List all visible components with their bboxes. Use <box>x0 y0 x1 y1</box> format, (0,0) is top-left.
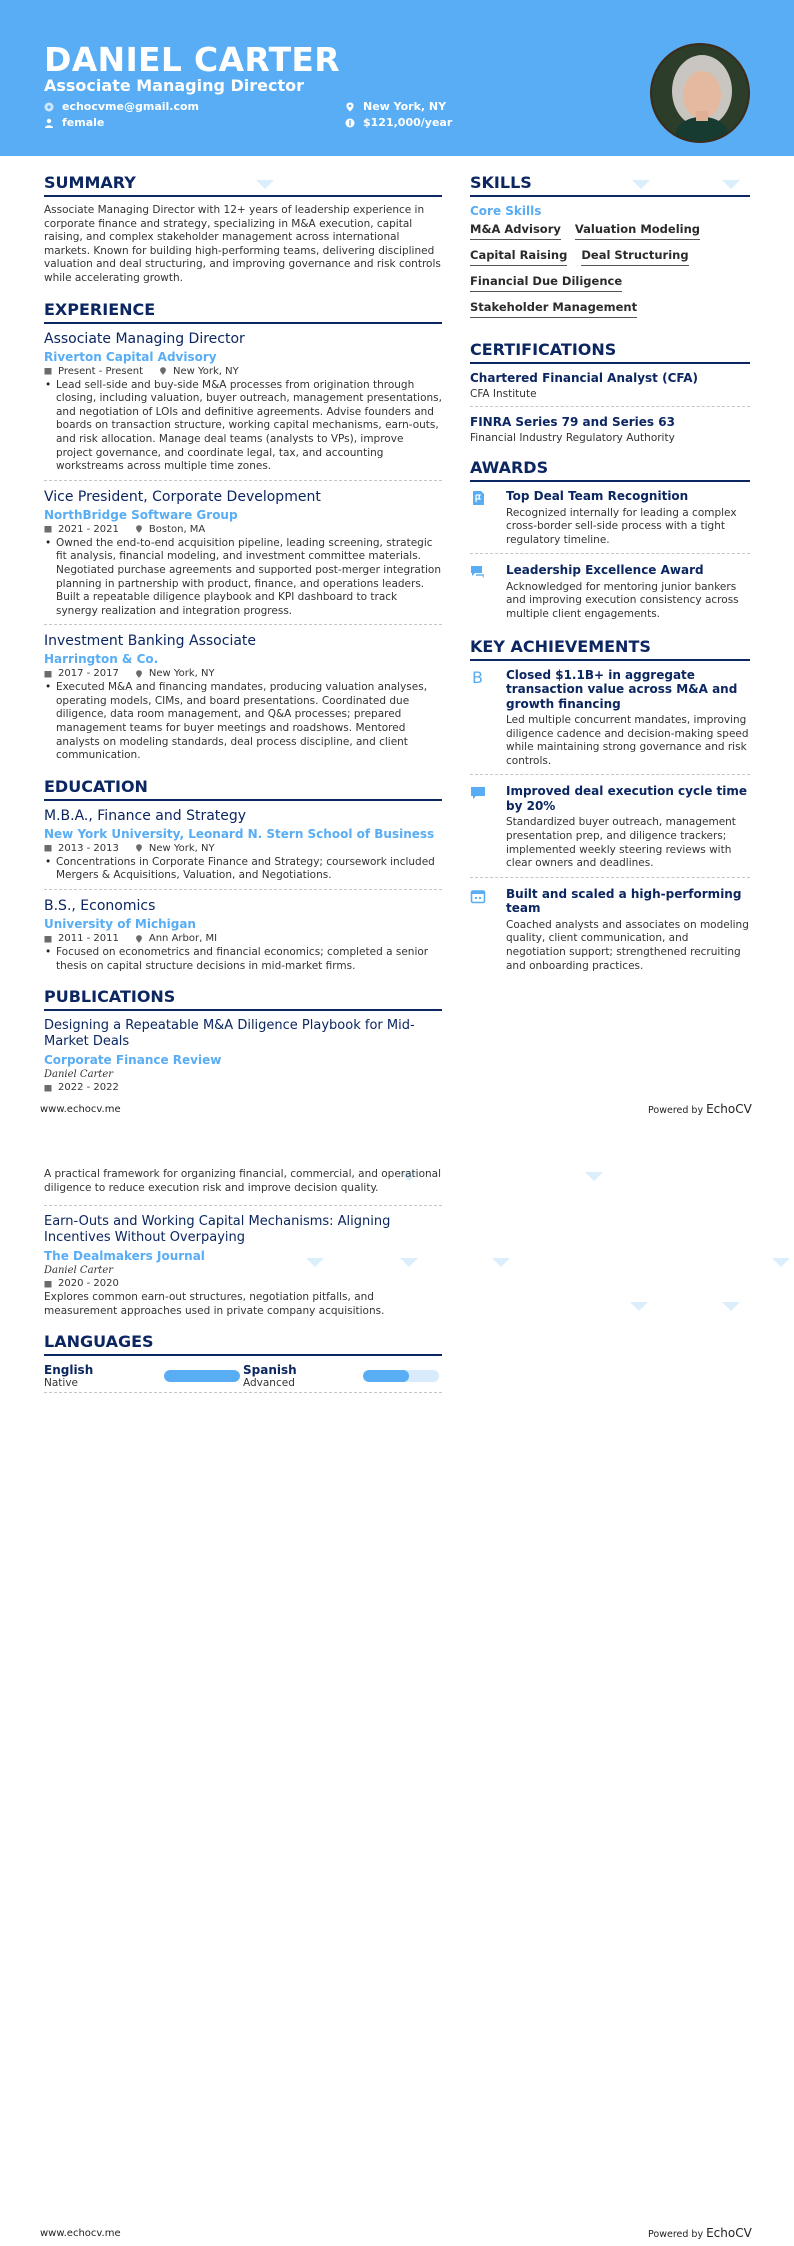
powered-text: Powered by <box>648 1105 704 1116</box>
profile-photo <box>650 43 750 143</box>
achievement-item <box>470 784 750 877</box>
award-title: Leadership Excellence Award <box>506 563 704 578</box>
education-item <box>44 898 442 979</box>
journal-name: The Dealmakers Journal <box>44 1249 205 1264</box>
footer-website-page2[interactable]: www.echocv.me <box>40 2228 121 2239</box>
job-dates: Present - Present <box>58 365 144 377</box>
education-item <box>44 808 442 890</box>
job-bullet: • Executed M&A and financing mandates, producing valuation analyses, operating models, CIMs, and board presentations. Coordinated due diligence, data room management, and Q&A processes; prepared management teams for buyer meetings and roadshows. Mentored analysts on modeling standards, deal process discipline, and client communication. <box>44 681 442 763</box>
left-column <box>44 173 442 1095</box>
achievements-section <box>470 637 750 980</box>
job-bullet: • Lead sell-side and buy-side M&A processes from origination through closing, including valuation, buyer outreach, management presentations, and negotiation of LOIs and definitive agreements. Advise founders and boards on transaction structure, working capital mechanisms, earn-outs, and risk allocation. Manage deal teams (analysts to VPs), improve project governance, and coordinate legal, tax, and accounting workstreams across multiple time zones. <box>44 379 442 474</box>
money-icon <box>345 118 355 128</box>
skill-tag: Stakeholder Management <box>470 300 637 318</box>
publication-author: Daniel Carter <box>44 1265 114 1277</box>
skills-section <box>470 173 750 326</box>
languages-heading: LANGUAGES <box>44 1332 442 1356</box>
deco-triangle <box>772 1258 790 1267</box>
summary-text: Associate Managing Director with 12+ years of leadership experience in corporate finance and strategy, specializing in M&A execution, capital raising, and complex stakeholder management across international markets. Known for building high-performing teams, delivering disciplined valuation and deal structuring, and improving governance and risk controls while accelerating growth. <box>44 204 441 284</box>
bold-b-icon <box>470 669 486 685</box>
job-meta <box>44 366 442 377</box>
certification-issuer: CFA Institute <box>470 388 537 400</box>
publication-item <box>44 1214 442 1324</box>
skill-tag: Valuation Modeling <box>575 222 700 240</box>
language-bar-fill <box>363 1370 409 1382</box>
skills-heading: SKILLS <box>470 173 750 197</box>
skill-tag: Capital Raising <box>470 248 567 266</box>
languages-list <box>44 1363 442 1393</box>
svg-text:B: B <box>472 668 483 685</box>
school-name: New York University, Leonard N. Stern School of Business <box>44 826 435 841</box>
award-text: Acknowledged for mentoring junior bankers and improving execution consistency across multiple client engagements. <box>506 580 739 620</box>
experience-item <box>44 633 442 769</box>
gender-info <box>44 116 104 129</box>
left-column-page2 <box>44 1168 442 1393</box>
right-column <box>470 173 750 988</box>
education-location: New York, NY <box>148 842 215 854</box>
education-meta <box>44 933 442 944</box>
portrait-illustration <box>652 45 750 143</box>
job-title: Vice President, Corporate Development <box>44 488 321 505</box>
deco-triangle <box>722 1302 740 1311</box>
footer-website[interactable]: www.echocv.me <box>40 1104 121 1115</box>
job-bullet: • Owned the end-to-end acquisition pipeline, leading screening, strategic fit analysis, financial modeling, and investment committee materials. Negotiated purchase agreements and supported post-merger integration planning in partnership with product, finance, and operations leaders. Built a repeatable diligence playbook and KPI dashboard to track synergy realization and integration progress. <box>44 537 442 619</box>
speech-bubble-icon <box>470 785 486 801</box>
achievement-text: Led multiple concurrent mandates, improving diligence cadence and decision-making speed while maintaining strong governance and risk controls. <box>506 714 749 767</box>
job-location: New York, NY <box>148 668 215 680</box>
map-pin-icon <box>135 525 143 533</box>
achievement-text: Coached analysts and associates on modeling quality, client communication, and negotiation support; strengthened recruiting and onboarding practices. <box>506 918 749 972</box>
powered-text: Powered by <box>648 2229 704 2240</box>
award-title: Top Deal Team Recognition <box>506 489 689 503</box>
certification-name: Chartered Financial Analyst (CFA) <box>470 371 698 385</box>
publication-meta <box>44 1082 442 1093</box>
summary-heading: SUMMARY <box>44 173 442 197</box>
calendar-icon <box>44 670 52 678</box>
job-location: Boston, MA <box>148 523 206 535</box>
deco-triangle <box>585 1172 603 1181</box>
map-pin-icon <box>345 102 355 112</box>
language-bar-fill <box>164 1370 240 1382</box>
award-item <box>470 563 750 627</box>
certification-item <box>470 415 750 450</box>
skill-tag: Deal Structuring <box>581 248 688 266</box>
language-name: English <box>44 1363 94 1378</box>
publication-item <box>44 1168 442 1206</box>
job-meta <box>44 668 442 679</box>
location-info <box>345 100 446 113</box>
languages-section <box>44 1332 442 1393</box>
salary-text: $121,000/year <box>363 116 453 129</box>
certification-name: FINRA Series 79 and Series 63 <box>470 415 675 429</box>
publication-dates: 2022 - 2022 <box>58 1082 119 1094</box>
awards-heading: AWARDS <box>470 458 750 482</box>
footer-powered <box>648 1102 752 1116</box>
publication-meta <box>44 1278 442 1289</box>
skill-tag: Financial Due Diligence <box>470 274 622 292</box>
skills-list <box>470 222 750 326</box>
gender-text: female <box>62 116 105 129</box>
publications-section <box>44 987 442 1093</box>
calendar-icon <box>44 1084 52 1092</box>
candidate-title: Associate Managing Director <box>44 76 305 95</box>
company-name: Riverton Capital Advisory <box>44 349 217 364</box>
calendar-icon <box>44 525 52 533</box>
experience-heading: EXPERIENCE <box>44 300 442 324</box>
education-location: Ann Arbor, MI <box>148 933 218 945</box>
language-bar <box>363 1370 439 1382</box>
language-bar <box>164 1370 240 1382</box>
education-dates: 2013 - 2013 <box>58 842 119 854</box>
brand-logo: EchoCV <box>706 2226 752 2240</box>
education-bullet: • Focused on econometrics and financial economics; completed a senior thesis on capital structure decisions in mid-market firms. <box>44 946 442 973</box>
education-dates: 2011 - 2011 <box>58 933 119 945</box>
company-name: NorthBridge Software Group <box>44 507 238 522</box>
map-pin-icon <box>135 844 143 852</box>
flag-icon <box>470 490 486 506</box>
certification-item <box>470 371 750 407</box>
certification-issuer: Financial Industry Regulatory Authority <box>470 432 675 444</box>
achievement-title: Built and scaled a high-performing team <box>506 886 742 916</box>
footer-powered-page2 <box>648 2226 752 2240</box>
publication-author: Daniel Carter <box>44 1069 114 1081</box>
salary-info <box>345 116 452 129</box>
journal-name: Corporate Finance Review <box>44 1053 222 1068</box>
experience-section <box>44 300 442 769</box>
email-text: echocvme@gmail.com <box>62 100 200 113</box>
publication-title: Earn-Outs and Working Capital Mechanisms: Aligning Incentives Without Overpaying <box>44 1214 391 1246</box>
publications-heading: PUBLICATIONS <box>44 987 442 1011</box>
education-heading: EDUCATION <box>44 777 442 801</box>
language-level: Advanced <box>243 1377 295 1390</box>
at-icon <box>44 102 54 112</box>
publication-description: Explores common earn-out structures, negotiation pitfalls, and measurement approaches used in private company acquisitions. <box>44 1291 385 1317</box>
award-item <box>470 489 750 554</box>
calendar-icon <box>470 888 486 904</box>
company-name: Harrington & Co. <box>44 652 159 667</box>
education-section <box>44 777 442 979</box>
map-pin-icon <box>135 935 143 943</box>
candidate-name: DANIEL CARTER <box>44 40 340 79</box>
education-meta <box>44 843 442 854</box>
map-pin-icon <box>159 367 167 375</box>
job-dates: 2021 - 2021 <box>58 523 119 535</box>
language-name: Spanish <box>243 1363 297 1378</box>
achievements-heading: KEY ACHIEVEMENTS <box>470 637 750 661</box>
publication-title: Designing a Repeatable M&A Diligence Playbook for Mid-Market Deals <box>44 1018 415 1050</box>
deco-triangle <box>630 1302 648 1311</box>
email-info[interactable] <box>44 100 199 113</box>
chat-icon <box>470 564 486 580</box>
job-title: Investment Banking Associate <box>44 633 257 650</box>
publication-item <box>44 1018 442 1093</box>
calendar-icon <box>44 367 52 375</box>
brand-logo: EchoCV <box>706 1102 752 1116</box>
resume-header <box>0 0 794 156</box>
achievement-title: Improved deal execution cycle time by 20% <box>506 784 748 813</box>
job-location: New York, NY <box>173 365 239 377</box>
job-meta <box>44 524 442 535</box>
language-item <box>44 1363 243 1389</box>
certifications-heading: CERTIFICATIONS <box>470 340 750 364</box>
achievement-text: Standardized buyer outreach, management presentation prep, and diligence trackers; implemented weekly steering reviews with clear owners and deadlines. <box>506 816 736 870</box>
map-pin-icon <box>135 670 143 678</box>
experience-item <box>44 489 442 626</box>
certifications-section <box>470 340 750 450</box>
calendar-icon <box>44 1280 52 1288</box>
achievement-item <box>470 668 750 776</box>
job-title: Associate Managing Director <box>44 330 245 347</box>
language-item <box>243 1363 442 1389</box>
education-bullet: • Concentrations in Corporate Finance and Strategy; coursework included Mergers & Acquisitions, Valuation, and Negotiations. <box>44 856 442 883</box>
experience-item <box>44 331 442 481</box>
summary-section <box>44 173 442 286</box>
skills-subheading: Core Skills <box>470 204 542 218</box>
job-dates: 2017 - 2017 <box>58 668 119 680</box>
achievement-item <box>470 887 750 979</box>
publication-dates: 2020 - 2020 <box>58 1278 119 1290</box>
person-icon <box>44 118 54 128</box>
achievement-title: Closed $1.1B+ in aggregate transaction value across M&A and growth financing <box>506 667 738 711</box>
degree-title: M.B.A., Finance and Strategy <box>44 807 247 824</box>
skill-tag: M&A Advisory <box>470 222 561 240</box>
calendar-icon <box>44 844 52 852</box>
publication-description: A practical framework for organizing financial, commercial, and operational diligence to reduce execution risk and improve decision quality. <box>44 1168 442 1194</box>
language-level: Native <box>44 1377 78 1390</box>
school-name: University of Michigan <box>44 917 196 932</box>
deco-triangle <box>492 1258 510 1267</box>
calendar-icon <box>44 935 52 943</box>
degree-title: B.S., Economics <box>44 898 156 915</box>
award-text: Recognized internally for leading a complex cross-border sell-side process with a tight regulatory timeline. <box>506 506 737 546</box>
location-text: New York, NY <box>363 100 447 113</box>
awards-section <box>470 458 750 628</box>
